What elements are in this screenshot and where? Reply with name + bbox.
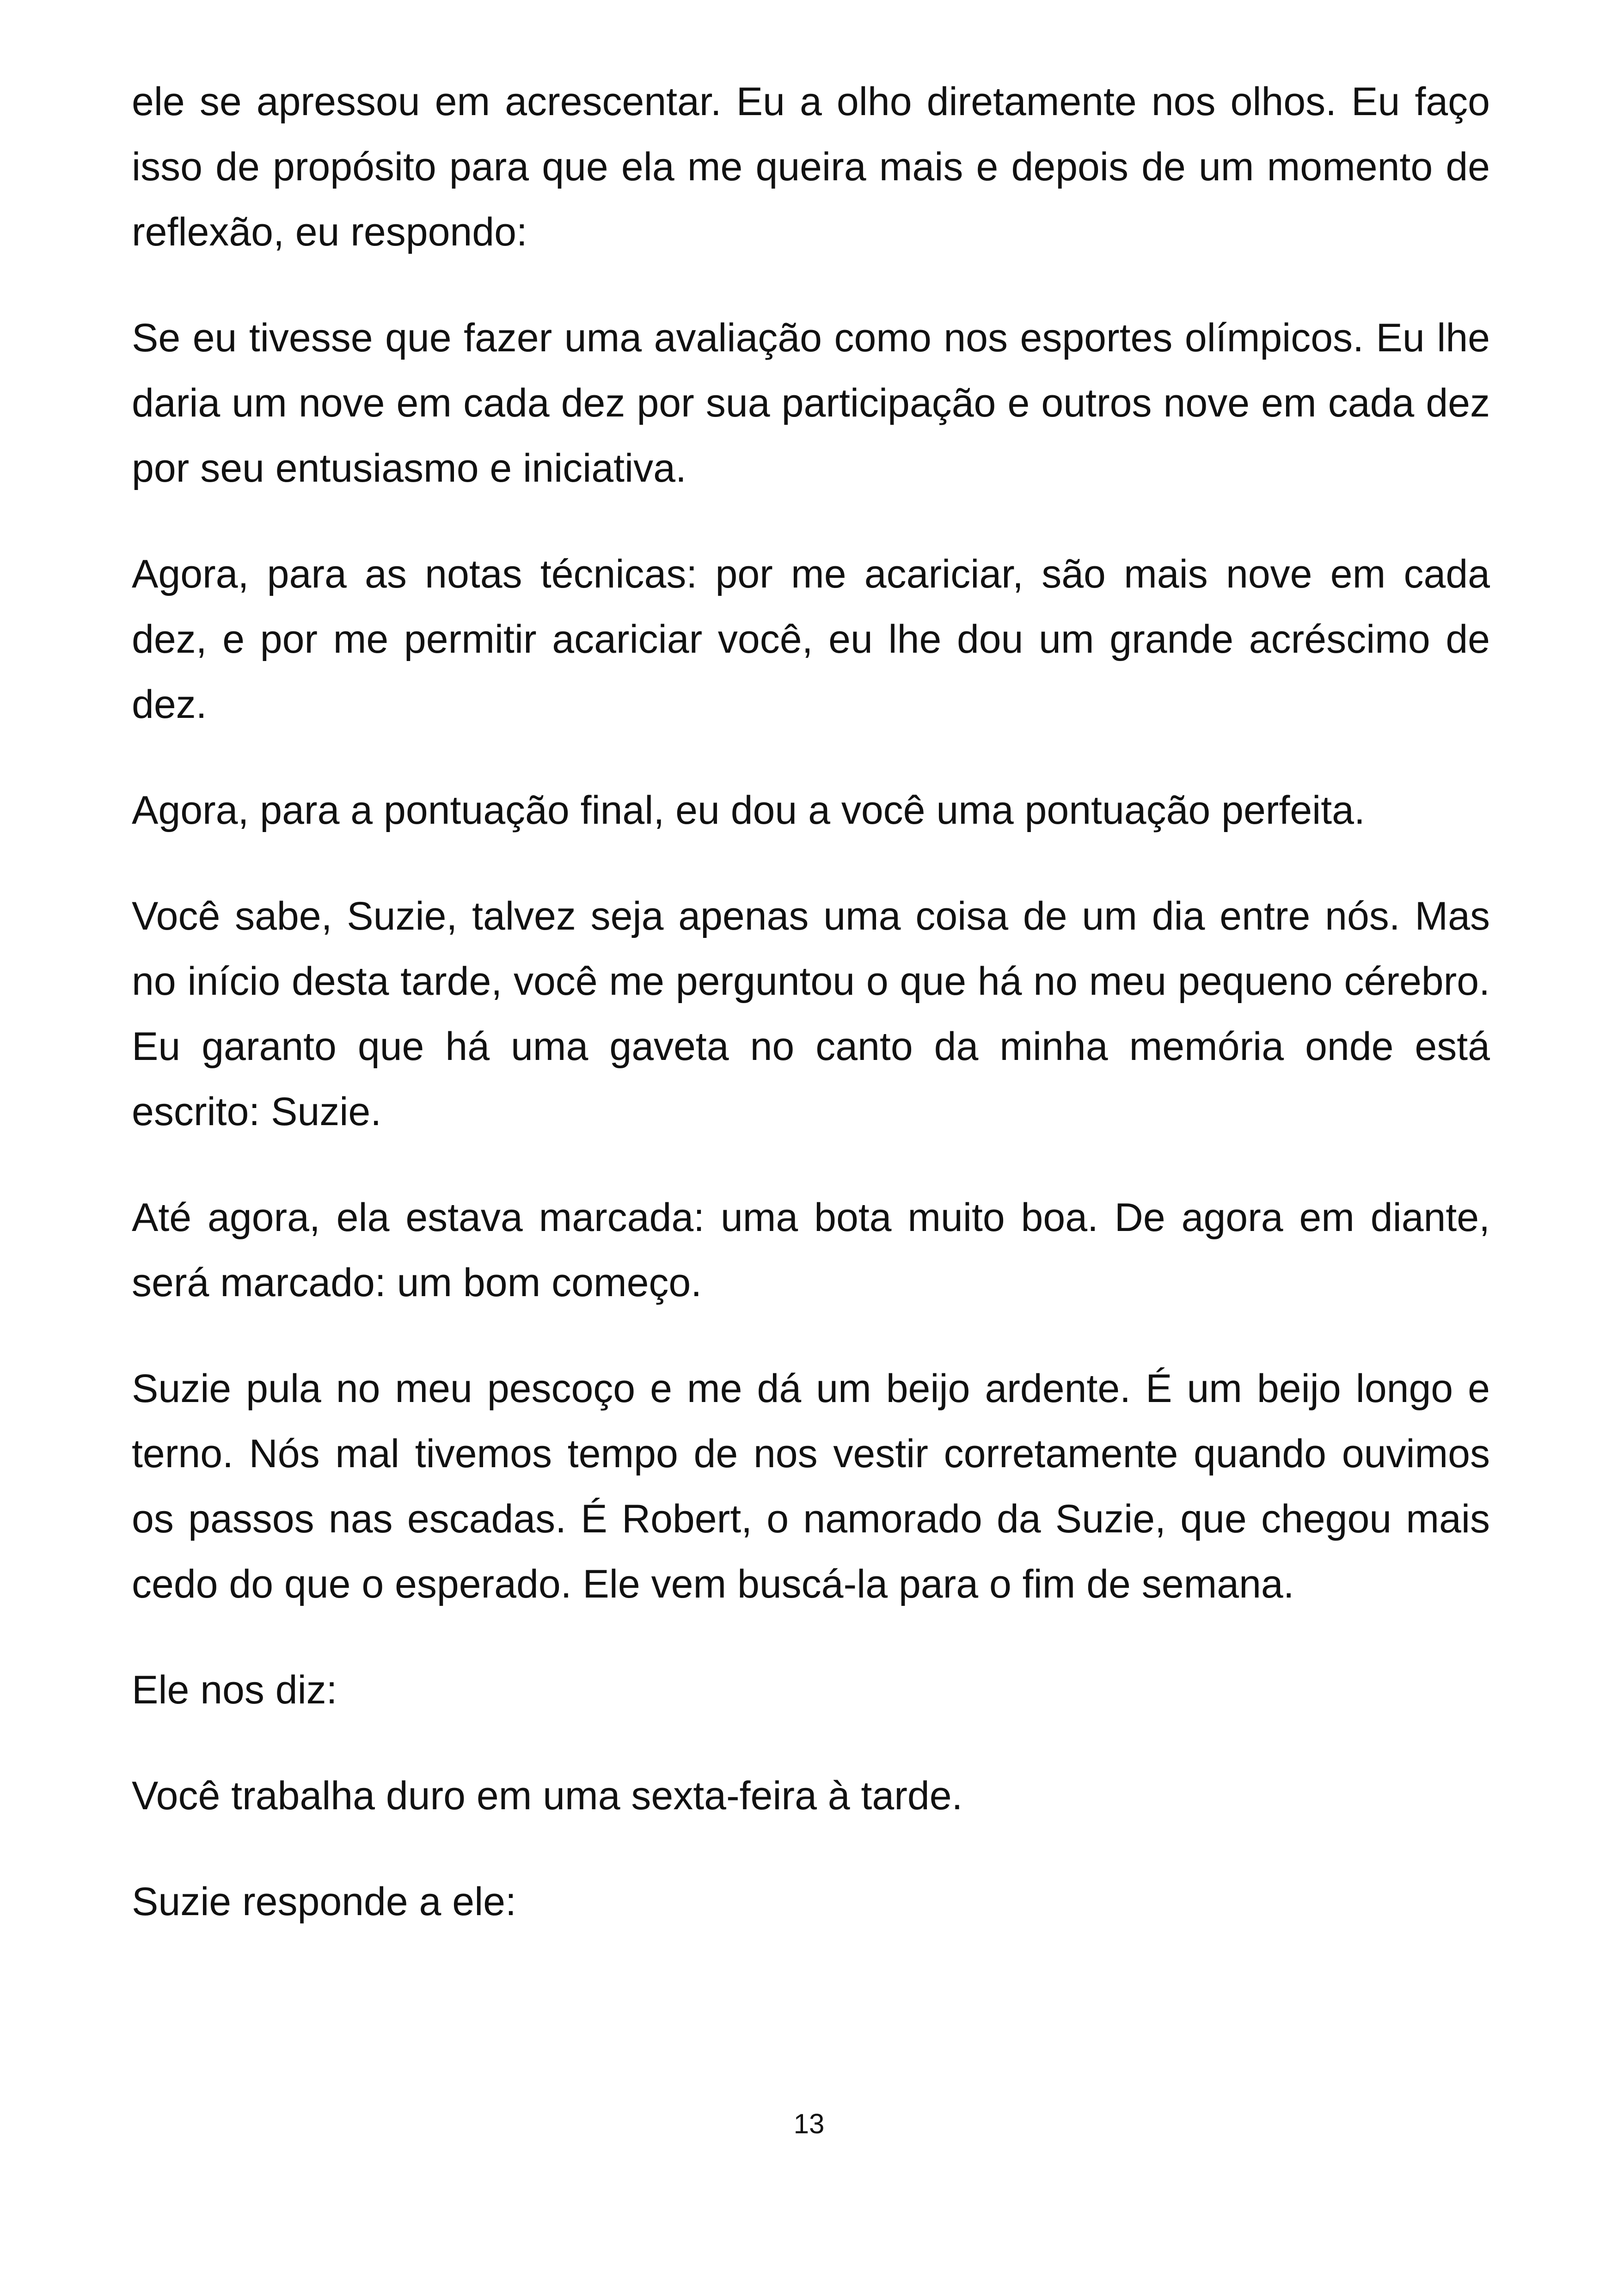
paragraph: Agora, para as notas técnicas: por me acariciar, são mais nove em cada dez, e por me permitir acariciar você, eu lhe dou um grande acréscimo de dez. — [132, 552, 1490, 727]
page-number: 13 — [793, 2108, 825, 2139]
paragraph: Suzie pula no meu pescoço e me dá um beijo ardente. É um beijo longo e terno. Nós mal tivemos tempo de nos vestir corretamente quando ouvimos os passos nas escadas. É Robert, o namorado da Suzie, que chegou mais cedo do que o esperado. Ele vem buscá-la para o fim de semana. — [132, 1366, 1490, 1606]
paragraph: Ele nos diz: — [132, 1668, 337, 1712]
paragraph: Se eu tivesse que fazer uma avaliação como nos esportes olímpicos. Eu lhe daria um nove em cada dez por sua participação e outros nove em cada dez por seu entusiasmo e iniciativa. — [132, 316, 1490, 490]
paragraph: Você trabalha duro em uma sexta-feira à tarde. — [132, 1774, 963, 1818]
paragraph: Até agora, ela estava marcada: uma bota muito boa. De agora em diante, será marcado: um bom começo. — [132, 1195, 1490, 1305]
paragraph: Você sabe, Suzie, talvez seja apenas uma coisa de um dia entre nós. Mas no início desta tarde, você me perguntou o que há no meu pequeno cérebro. Eu garanto que há uma gaveta no canto da minha memória onde está escrito: Suzie. — [132, 894, 1490, 1134]
paragraph: Agora, para a pontuação final, eu dou a você uma pontuação perfeita. — [132, 788, 1365, 833]
body-text — [132, 69, 1490, 1975]
paragraph: ele se apressou em acrescentar. Eu a olho diretamente nos olhos. Eu faço isso de propósito para que ela me queira mais e depois de um momento de reflexão, eu respondo: — [132, 80, 1490, 254]
paragraph: Suzie responde a ele: — [132, 1880, 516, 1924]
